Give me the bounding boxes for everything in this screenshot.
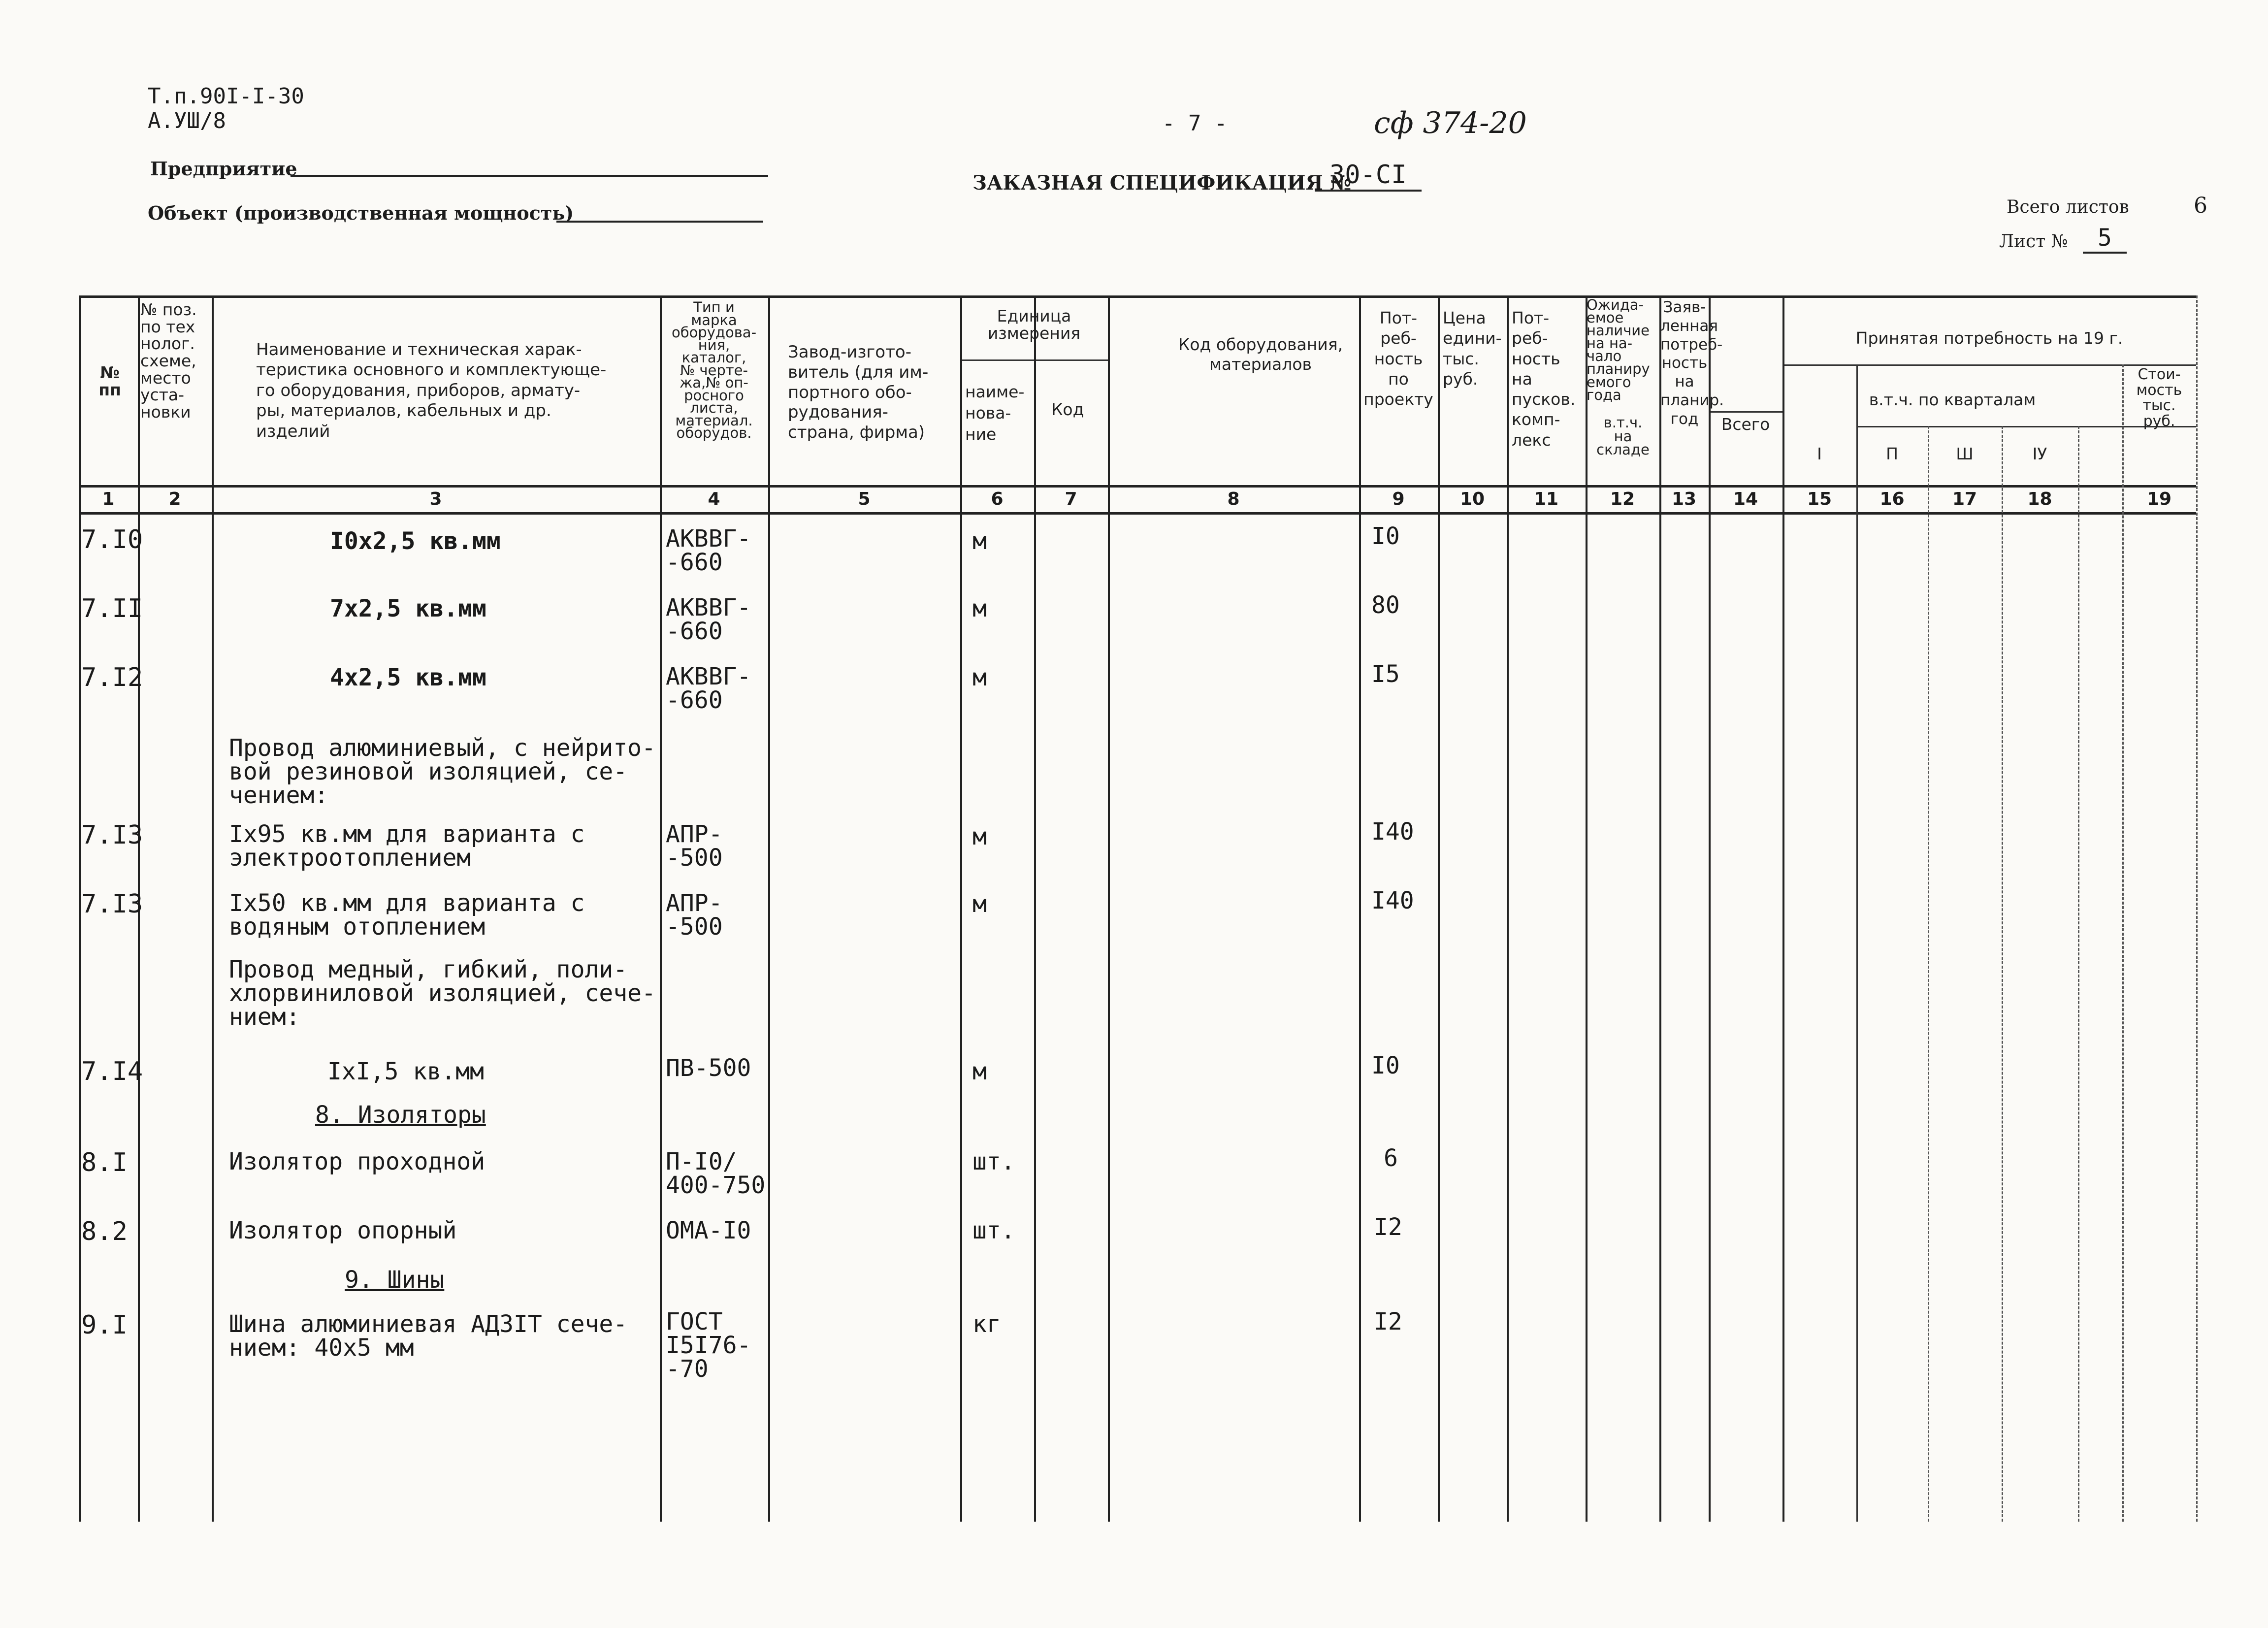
document-code-line2: А.УШ/8 xyxy=(148,108,226,133)
row-unit: м xyxy=(972,1058,987,1085)
row-type: АКВВГ- -660 xyxy=(666,525,751,576)
header-quarters: в.т.ч. по кварталам xyxy=(1869,390,2036,409)
row-type: АКВВГ- -660 xyxy=(666,594,751,645)
header-col4: Тип и марка оборудова- ния, каталог, № черте- жа,№ оп- росного листа, материал. оборудов. xyxy=(671,299,757,442)
col-number: 7 xyxy=(1065,489,1077,509)
header-col13: Заяв- ленная потреб- ность на планир. год xyxy=(1660,298,1724,428)
header-accepted: Принятая потребность на 19 г. xyxy=(1855,328,2123,348)
spec-number: 30-CI xyxy=(1315,160,1422,192)
header-col5: Завод-изгото- витель (для им- портного обо- рудования- страна, фирма) xyxy=(788,342,929,443)
row-quantity: 80 xyxy=(1371,591,1400,619)
col-number: 11 xyxy=(1533,489,1559,509)
row-name: 4x2,5 кв.мм xyxy=(330,664,486,691)
col-number: 17 xyxy=(1952,489,1977,509)
col-number: 5 xyxy=(858,489,871,509)
row-unit: шт. xyxy=(972,1217,1015,1244)
row-unit: кг xyxy=(972,1310,1001,1338)
section-heading: 8. Изоляторы xyxy=(315,1101,486,1129)
row-unit: шт. xyxy=(972,1148,1015,1175)
row-name: Провод алюминиевый, с нейрито- вой резиновой изоляцией, се- чением: xyxy=(229,734,656,809)
header-col11: Пот- реб- ность на пусков. комп- лекс xyxy=(1512,308,1576,450)
row-name: Ix95 кв.мм для варианта с электроотоплением xyxy=(229,820,585,872)
col-number: 3 xyxy=(429,489,442,509)
header-q4: IУ xyxy=(2032,444,2047,463)
col-number: 4 xyxy=(708,489,720,509)
row-quantity: I2 xyxy=(1374,1213,1402,1241)
row-quantity: I40 xyxy=(1371,887,1414,914)
handwritten-stamp: сф 374-20 xyxy=(1374,106,1527,140)
header-col8: Код оборудования, материалов xyxy=(1178,335,1343,374)
col-number: 10 xyxy=(1459,489,1485,509)
col-number: 16 xyxy=(1879,489,1905,509)
enterprise-label: Предприятие xyxy=(150,158,297,180)
row-quantity: I0 xyxy=(1371,1052,1400,1079)
page-mark: - 7 - xyxy=(1162,111,1228,136)
row-name: I0x2,5 кв.мм xyxy=(330,527,501,555)
row-position: 7.I4 xyxy=(81,1057,143,1086)
row-type: АПР- -500 xyxy=(666,820,723,872)
sheet-number: 5 xyxy=(2083,224,2127,254)
header-col10: Цена едини- тыс. руб. xyxy=(1443,308,1502,389)
col-number: 2 xyxy=(168,489,181,509)
document-code-line1: Т.п.90I-I-30 xyxy=(148,84,304,109)
object-line xyxy=(556,221,763,223)
row-unit: м xyxy=(972,527,987,555)
header-col2: № поз. по тех нолог. схеме, место уста- новки xyxy=(140,300,197,422)
header-col12a: Ожида- емое наличие на на- чало планиру емого года xyxy=(1587,296,1650,403)
row-unit: м xyxy=(972,823,987,850)
row-position: 7.I2 xyxy=(81,663,143,692)
row-type: АПР- -500 xyxy=(666,889,723,941)
header-col1: № пп xyxy=(98,363,121,399)
header-col19: Стои- мость тыс. руб. xyxy=(2136,366,2182,430)
row-type: ОМА-I0 xyxy=(666,1217,751,1244)
header-col14: Всего xyxy=(1721,415,1770,434)
row-quantity: I0 xyxy=(1371,522,1400,550)
row-position: 7.II xyxy=(81,594,143,623)
row-position: 8.2 xyxy=(81,1217,128,1246)
row-quantity: I2 xyxy=(1374,1308,1402,1335)
col-number: 13 xyxy=(1671,489,1697,509)
enterprise-line xyxy=(291,175,768,177)
row-name: Ix50 кв.мм для варианта с водяным отоплением xyxy=(229,889,585,941)
row-position: 8.I xyxy=(81,1148,128,1177)
section-heading: 9. Шины xyxy=(345,1266,445,1294)
header-col9: Пот- реб- ность по проекту xyxy=(1363,308,1433,409)
total-sheets-label: Всего листов xyxy=(2007,197,2129,217)
row-unit: м xyxy=(972,595,987,622)
col-number: 6 xyxy=(991,489,1004,509)
row-position: 9.I xyxy=(81,1310,128,1340)
row-quantity: 6 xyxy=(1384,1144,1398,1172)
col-number: 8 xyxy=(1227,489,1240,509)
header-col7: Код xyxy=(1051,400,1084,419)
col-number: 9 xyxy=(1392,489,1405,509)
row-type: ПВ-500 xyxy=(666,1054,751,1082)
row-name: Провод медный, гибкий, поли- хлорвиниловой изоляцией, сече- нием: xyxy=(229,956,656,1031)
col-number: 14 xyxy=(1733,489,1758,509)
row-type: ГОСТ I5I76- -70 xyxy=(666,1308,751,1383)
row-name: 7x2,5 кв.мм xyxy=(330,595,486,622)
col-number: 18 xyxy=(2027,489,2052,509)
row-name: Изолятор проходной xyxy=(229,1148,486,1175)
row-type: АКВВГ- -660 xyxy=(666,663,751,714)
header-q2: П xyxy=(1886,444,1898,463)
col-number: 1 xyxy=(102,489,115,509)
row-quantity: I40 xyxy=(1371,818,1414,846)
row-position: 7.I3 xyxy=(81,889,143,919)
spec-title: ЗАКАЗНАЯ СПЕЦИФИКАЦИЯ № xyxy=(972,171,1352,195)
header-q3: Ш xyxy=(1956,444,1974,463)
header-col6: наиме- нова- ние xyxy=(965,382,1025,444)
header-col12b: в.т.ч. на складе xyxy=(1596,414,1650,458)
total-sheets-value: 6 xyxy=(2194,193,2207,218)
object-label: Объект (производственная мощность) xyxy=(148,202,574,224)
row-quantity: I5 xyxy=(1371,660,1400,688)
specification-table xyxy=(79,295,2196,1522)
col-number: 15 xyxy=(1807,489,1832,509)
row-type: П-I0/ 400-750 xyxy=(666,1148,766,1199)
header-unit: Единица измерения xyxy=(987,306,1081,343)
row-name: IxI,5 кв.мм xyxy=(327,1058,484,1085)
row-name: Шина алюминиевая АДЗIТ сече- нием: 40x5 мм xyxy=(229,1310,628,1362)
row-position: 7.I3 xyxy=(81,820,143,850)
header-q1: I xyxy=(1817,444,1822,463)
header-col3: Наименование и техническая харак- теристика основного и комплектующе- го оборудования, приборов, армату- ры, материалов, кабельных и др. изделий xyxy=(256,340,607,441)
col-number: 12 xyxy=(1610,489,1635,509)
row-unit: м xyxy=(972,890,987,918)
row-position: 7.I0 xyxy=(81,525,143,554)
sheet-label: Лист № xyxy=(1999,231,2068,252)
col-number: 19 xyxy=(2146,489,2172,509)
row-unit: м xyxy=(972,664,987,691)
row-name: Изолятор опорный xyxy=(229,1217,457,1244)
